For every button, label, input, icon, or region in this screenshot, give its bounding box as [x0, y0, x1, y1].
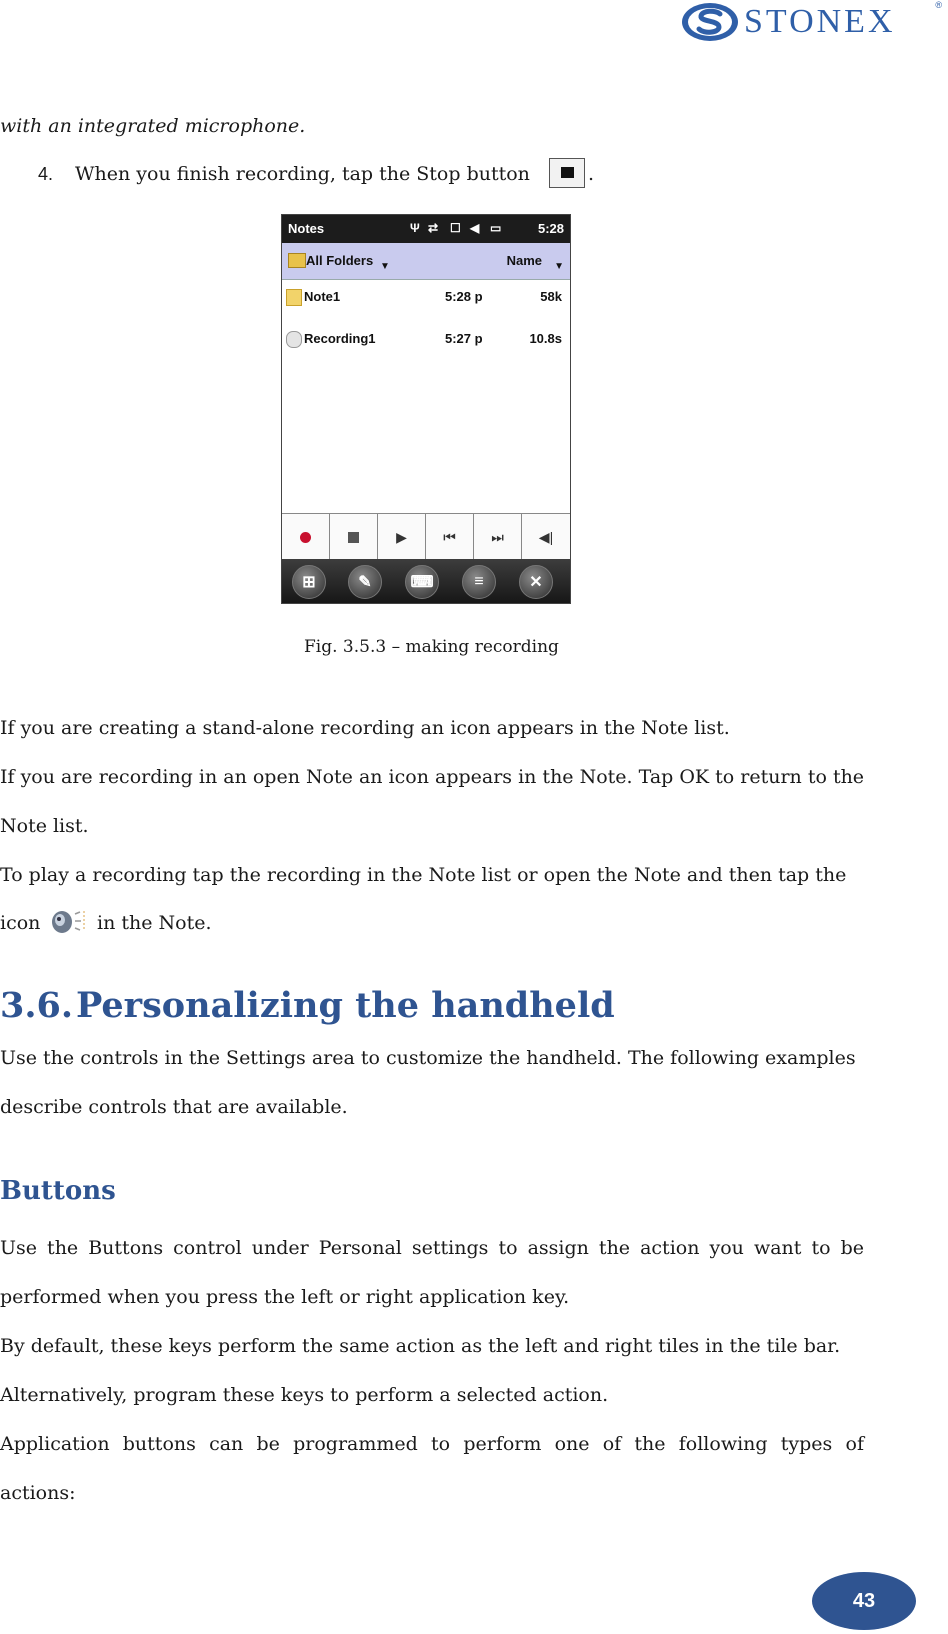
softkey-bar	[282, 559, 570, 604]
recording-icon	[286, 331, 302, 348]
figure-caption: Fig. 3.5.3 – making recording	[304, 637, 559, 657]
paragraph-line: Application buttons can be programmed to perform one of the following types of	[0, 1433, 864, 1455]
stop-button[interactable]	[330, 514, 378, 560]
titlebar	[282, 215, 570, 243]
logo-registered-mark: ®	[935, 0, 942, 10]
paragraph-line: By default, these keys perform the same action as the left and right tiles in the tile bar.	[0, 1335, 841, 1357]
stonex-logo	[680, 0, 942, 44]
battery-icon: ▭	[490, 221, 502, 235]
previous-button[interactable]	[426, 514, 474, 560]
record-icon	[300, 532, 311, 543]
section-heading	[0, 984, 615, 1028]
section-title: Personalizing the handheld	[76, 985, 615, 1026]
record-button[interactable]	[282, 514, 330, 560]
keyboard-icon: ⌨	[410, 574, 434, 591]
new-note-button[interactable]	[348, 565, 382, 599]
skip-back-icon: ⏮	[443, 528, 456, 545]
phone-off-icon: ☐	[450, 221, 461, 235]
item-name: Note1	[304, 289, 341, 304]
recording-toolbar	[282, 513, 570, 560]
play-button[interactable]	[378, 514, 426, 560]
new-note-icon: ✎	[358, 574, 372, 591]
stonex-s-emblem-icon	[680, 0, 740, 44]
section-intro-line: describe controls that are available.	[0, 1096, 348, 1118]
list-item[interactable]	[282, 285, 570, 309]
item-size: 10.8s	[529, 331, 562, 346]
menu-icon: ≡	[474, 573, 484, 590]
sort-dropdown[interactable]: Name	[506, 253, 542, 268]
menu-button[interactable]	[462, 565, 496, 599]
section-intro-line: Use the controls in the Settings area to customize the handheld. The following examples	[0, 1047, 856, 1069]
subsection-heading: Buttons	[0, 1176, 116, 1206]
paragraph-line: Alternatively, program these keys to perform a selected action.	[0, 1384, 609, 1406]
app-title: Notes	[288, 221, 325, 236]
next-button[interactable]	[474, 514, 522, 560]
section-number: 3.6.	[0, 985, 74, 1026]
play-icon: ▶	[396, 528, 407, 545]
step-number: 4.	[38, 164, 54, 184]
sync-icon: ⇄	[428, 221, 439, 235]
paragraph-line: actions:	[0, 1482, 76, 1504]
intro-line: with an integrated microphone.	[0, 115, 306, 137]
folder-icon	[288, 253, 306, 268]
paragraph-line: To play a recording tap the recording in the Note list or open the Note and then tap the	[0, 864, 847, 886]
paragraph-line: If you are recording in an open Note an icon appears in the Note. Tap OK to return to the	[0, 766, 865, 788]
folder-bar	[282, 243, 570, 280]
item-time: 5:28 p	[445, 289, 483, 304]
start-button[interactable]	[292, 565, 326, 599]
keyboard-button[interactable]	[405, 565, 439, 599]
close-button[interactable]	[519, 565, 553, 599]
stop-button-icon	[549, 158, 585, 188]
paragraph-line-post: in the Note.	[97, 912, 212, 934]
volume-button[interactable]	[522, 514, 570, 560]
volume-slider-icon: ◀|	[538, 528, 554, 545]
step-period: .	[588, 163, 595, 185]
paragraph-line-pre: icon	[0, 912, 41, 934]
logo-wordmark: STONEX	[744, 3, 896, 40]
step-text: When you finish recording, tap the Stop button	[75, 163, 530, 185]
close-icon: ✕	[529, 574, 543, 591]
paragraph-line: If you are creating a stand-alone recording an icon appears in the Note list.	[0, 717, 730, 739]
notes-screenshot	[281, 214, 571, 604]
speaker-icon	[46, 906, 86, 936]
chevron-down-icon: ▼	[380, 261, 390, 272]
item-time: 5:27 p	[445, 331, 483, 346]
volume-icon: ◀	[470, 221, 480, 235]
chevron-down-icon: ▼	[554, 261, 564, 272]
folder-dropdown[interactable]: All Folders	[306, 253, 374, 268]
paragraph-line: Use the Buttons control under Personal settings to assign the action you want to be	[0, 1237, 864, 1259]
stop-icon	[348, 532, 359, 543]
list-item[interactable]	[282, 327, 570, 351]
antenna-icon: Ψ	[410, 221, 420, 235]
page-number: 43	[812, 1572, 916, 1630]
note-icon	[286, 289, 302, 306]
paragraph-line: performed when you press the left or right application key.	[0, 1286, 570, 1308]
item-size: 58k	[540, 289, 562, 304]
skip-forward-icon: ⏭	[491, 528, 504, 545]
clock: 5:28	[537, 221, 564, 236]
windows-icon: ⊞	[302, 574, 316, 591]
item-name: Recording1	[304, 331, 376, 346]
paragraph-line: Note list.	[0, 815, 89, 837]
